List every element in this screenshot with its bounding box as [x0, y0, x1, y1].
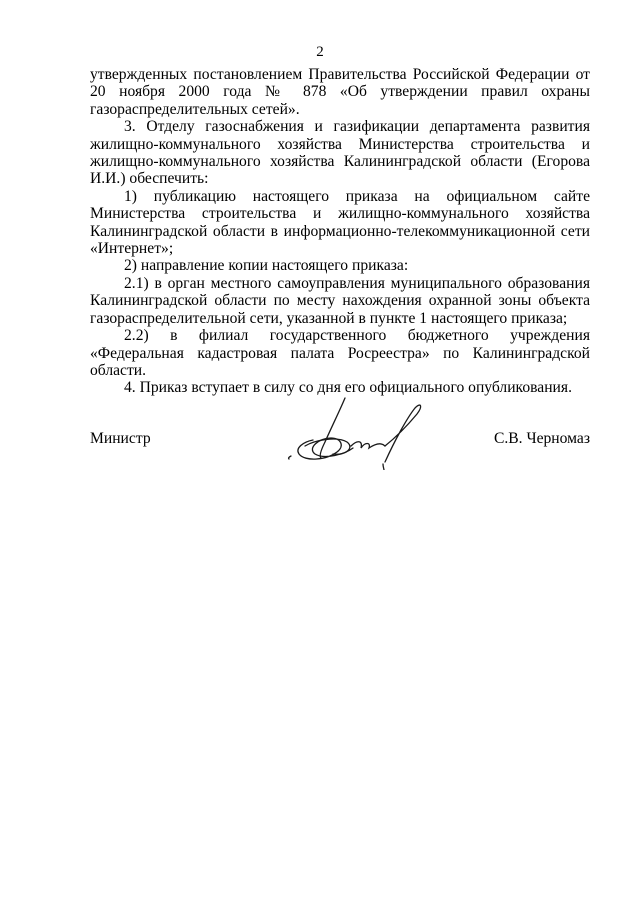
paragraph-continuation: утвержденных постановлением Правительства Российской Федерации от 20 ноября 2000 года № 878 «Об утверждении правил охраны газораспределительных сетей». — [90, 66, 590, 118]
paragraph-item-3-2-1: 2.1) в орган местного самоуправления муниципального образования Калининградской области по месту нахождения охранной зоны объекта газораспределительной сети, указанной в пункте 1 настоящего приказа; — [90, 274, 590, 327]
document-body — [90, 66, 590, 397]
paragraph-item-3-1: 1) публикацию настоящего приказа на официальном сайте Министерства строительства и жилищно-коммунального хозяйства Калининградской области в информационно-телекоммуникационной сети «Интернет»; — [90, 187, 590, 258]
page-number: 2 — [316, 44, 324, 60]
signatory-name: С.В. Черномаз — [493, 430, 590, 447]
paragraph-item-3: 3. Отделу газоснабжения и газификации департамента развития жилищно-коммунального хозяйства Министерства строительства и жилищно-коммунального хозяйства Калининградской области (Егорова И.И.) обеспечить: — [90, 118, 590, 188]
handwritten-signature — [285, 390, 435, 470]
paragraph-item-4: 4. Приказ вступает в силу со дня его официального опубликования. — [124, 379, 572, 397]
signature-block — [90, 426, 590, 466]
signatory-title: Министр — [90, 430, 151, 447]
paragraph-item-3-2-2: 2.2) в филиал государственного бюджетного учреждения «Федеральная кадастровая палата Росреестра» по Калининградской области. — [90, 327, 590, 379]
paragraph-item-3-2: 2) направление копии настоящего приказа: — [124, 257, 409, 275]
